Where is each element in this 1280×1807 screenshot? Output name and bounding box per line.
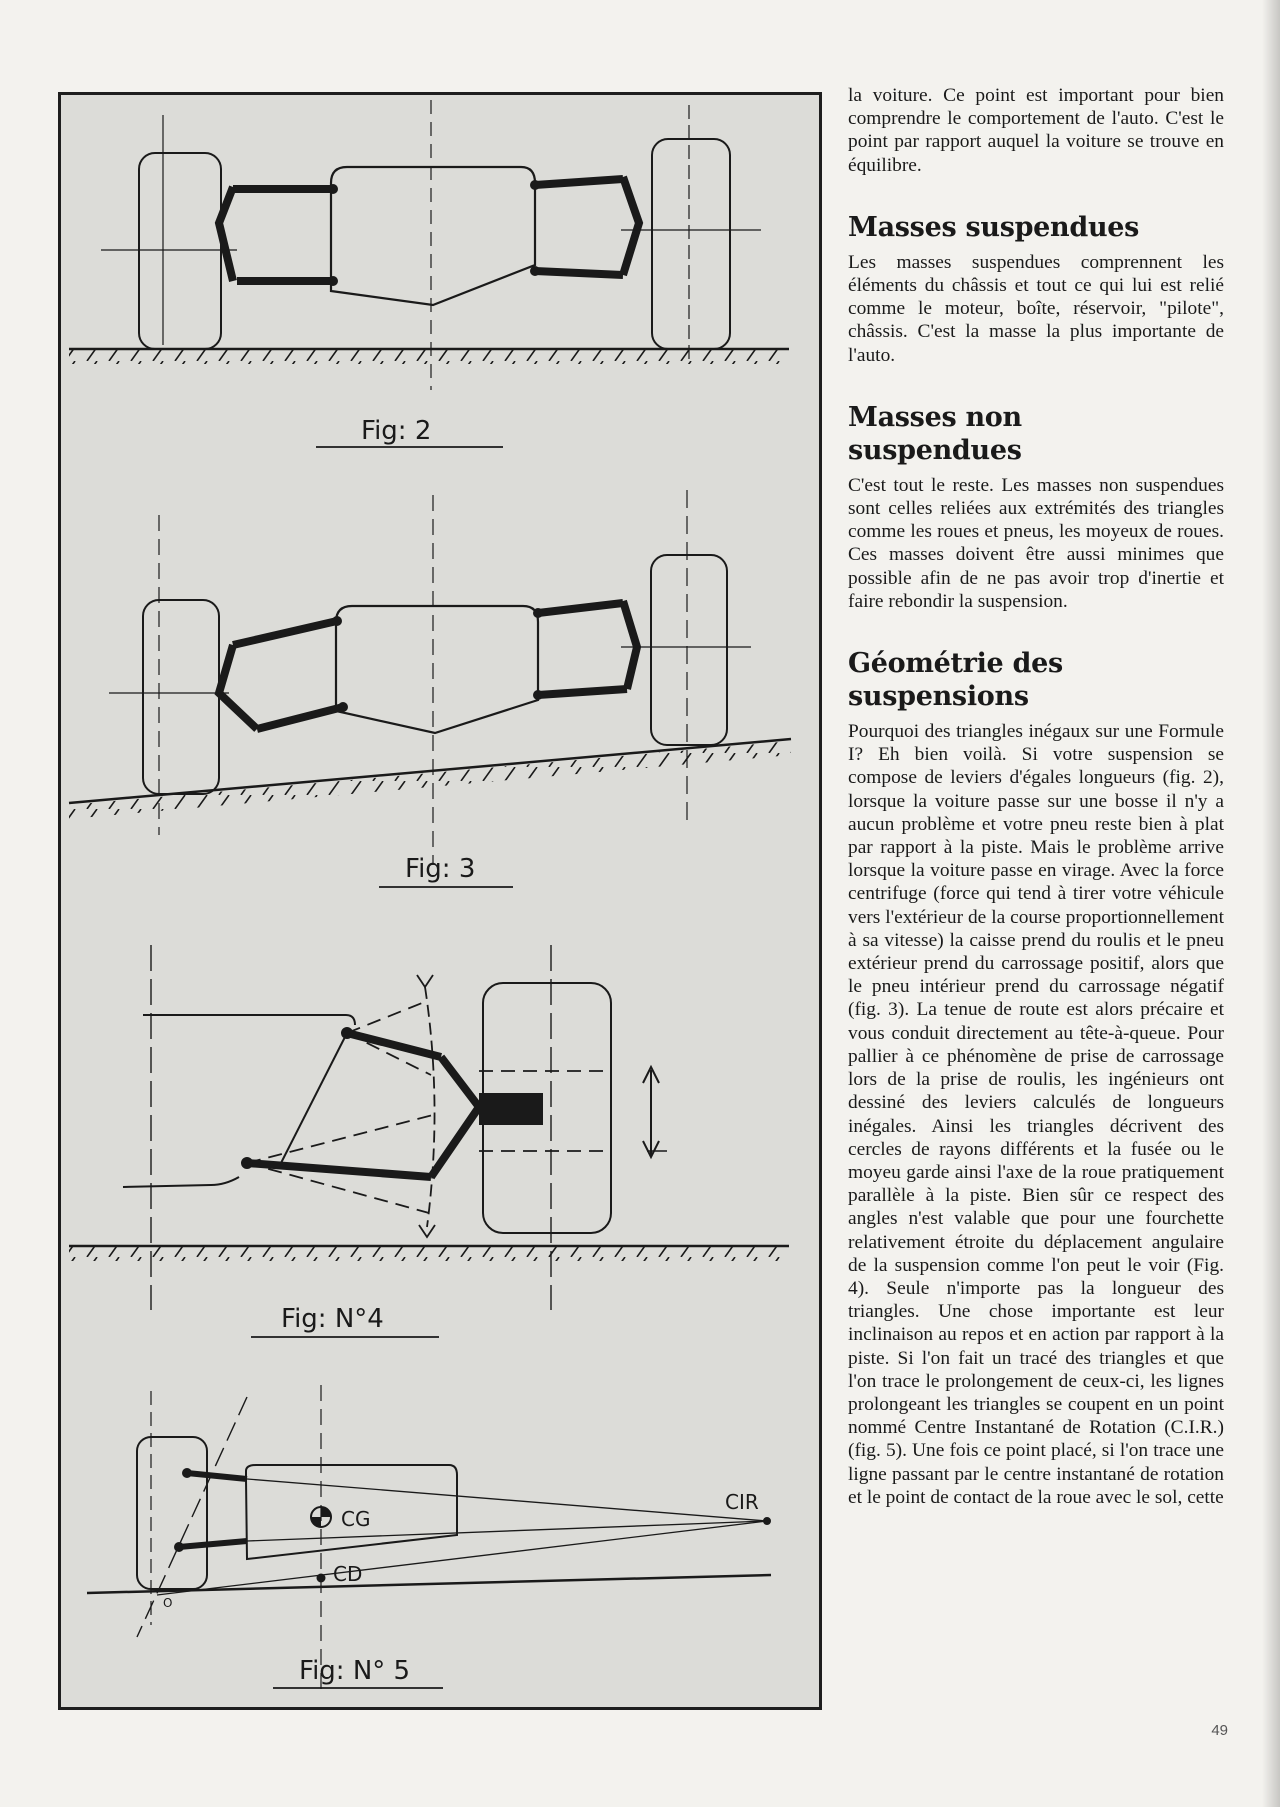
- fig3-diagram: [69, 490, 791, 887]
- section-body: C'est tout le reste. Les masses non suspendues sont celles reliées aux extrémités des triangles comme les roues et pneus, les moyeux de roues. Ces masses doivent être aussi minimes que possible afin de ne pas avoir trop d'inertie et faire rebondir la suspension.: [848, 474, 1224, 612]
- fig2-label: Fig: 2: [361, 416, 432, 446]
- fig5-diagram: [87, 1385, 771, 1695]
- section-heading: Masses suspendues: [848, 211, 1140, 243]
- figure-panel: [58, 92, 822, 1710]
- page-edge-shadow: [1262, 0, 1280, 1807]
- fig5-o-label: O: [163, 1596, 173, 1610]
- section-masses-non-suspendues: [848, 401, 1224, 613]
- fig5-cd-label: CD: [333, 1562, 363, 1586]
- fig5-cg-label: CG: [341, 1507, 371, 1531]
- section-body: Pourquoi des triangles inégaux sur une Formule I? Eh bien voilà. Si votre suspension se compose de leviers d'égales longueurs (fig. 2), lorsque la voiture passe sur une bosse il n'y a aucun problème et votre pneu reste bien à plat par rapport à la piste. Mais le problème arrive lorsque la voiture passe en virage. Avec la force centrifuge (force qui tend à tirer votre véhicule vers l'extérieur de la course proportionnellement à sa vitesse) la caisse prend du roulis et le pneu extérieur prend du carrossage positif, alors que le pneu intérieur prend du carrossage négatif (fig. 3). La tenue de route est alors précaire et vous conduit directement au tête-à-queue. Pour pallier à ce phénomène de prise de carrossage lors de la prise de roulis, les ingénieurs ont dessiné des leviers calculés de longueurs inégales. Ainsi les triangles décrivent des cercles de rayons différents et la fusée ou le moyeu garde ainsi l'axe de la roue pratiquement parallèle à la piste. Bien sûr ce respect des angles n'est valable que pour une fourchette relativement étroite du déplacement angulaire de la suspension comme l'on peut le voir (Fig. 4). Seule n'importe pas la longueur des triangles. Une chose importante est leur inclinaison au repos et en action par rapport à la piste. Si l'on fait un tracé des triangles et que l'on trace le prolongement de ceux-ci, les lignes prolongeant les triangles se coupent en un point nommé Centre Instantané de Rotation (C.I.R.) (fig. 5). Une fois ce point placé, si l'on trace une ligne passant par le centre instantané de rotation et le point de contact de la roue avec le sol, cette: [848, 721, 1224, 1508]
- fig4-diagram: [69, 945, 789, 1337]
- suspension-diagrams: [61, 95, 819, 1707]
- section-heading: Masses non suspendues: [848, 401, 1022, 466]
- intro-paragraph: la voiture. Ce point est important pour bien comprendre le comportement de l'auto. C'est le point par rapport auquel la voiture se trouve en équilibre.: [848, 85, 1224, 176]
- fig4-label: Fig: N°4: [281, 1304, 384, 1334]
- page-number: 49: [1211, 1722, 1228, 1739]
- section-heading: Géométrie des suspensions: [848, 648, 1063, 713]
- fig2-diagram: [69, 100, 789, 447]
- section-geometrie: [848, 647, 1224, 1509]
- section-body: Les masses suspendues comprennent les éléments du châssis et tout ce qui lui est relié comme le moteur, boîte, réservoir, "pilote", châssis. C'est la masse la plus importante de l'auto.: [848, 251, 1224, 366]
- fig3-label: Fig: 3: [405, 854, 476, 884]
- article-column: [848, 84, 1224, 1509]
- fig5-cir-label: CIR: [725, 1490, 759, 1514]
- section-masses-suspendues: [848, 211, 1224, 367]
- fig5-label: Fig: N° 5: [299, 1656, 411, 1686]
